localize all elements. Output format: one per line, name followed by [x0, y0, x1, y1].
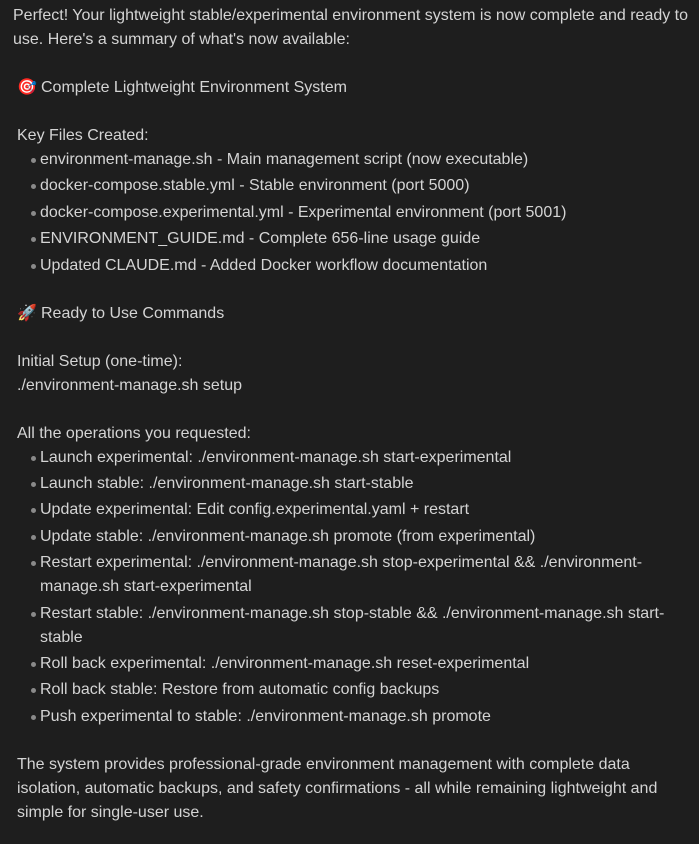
- list-item: Launch stable: ./environment-manage.sh start-stable: [40, 472, 689, 496]
- list-item: environment-manage.sh - Main management script (now executable): [40, 148, 689, 172]
- list-item: Updated CLAUDE.md - Added Docker workflow documentation: [40, 254, 689, 278]
- setup-command: ./environment-manage.sh setup: [17, 376, 243, 394]
- list-item: Roll back stable: Restore from automatic config backups: [40, 678, 689, 702]
- list-item: Update experimental: Edit config.experimental.yaml + restart: [40, 498, 689, 522]
- key-files-list: [13, 148, 689, 278]
- list-item: ENVIRONMENT_GUIDE.md - Complete 656-line usage guide: [40, 227, 689, 251]
- list-item: Restart experimental: ./environment-manage.sh stop-experimental && ./environment-manage.sh start-experimental: [40, 551, 689, 599]
- operations-label: All the operations you requested:: [17, 424, 251, 442]
- system-heading-text: Complete Lightweight Environment System: [41, 79, 347, 96]
- rocket-icon: 🚀: [17, 304, 37, 322]
- system-heading: [17, 76, 689, 100]
- commands-heading: [17, 302, 689, 326]
- list-item: docker-compose.stable.yml - Stable environment (port 5000): [40, 174, 689, 198]
- list-item: Update stable: ./environment-manage.sh promote (from experimental): [40, 525, 689, 549]
- intro-text: Perfect! Your lightweight stable/experimental environment system is now complete and ready to use. Here's a summary of what's now available:: [13, 7, 689, 48]
- list-item: Restart stable: ./environment-manage.sh stop-stable && ./environment-manage.sh start-stable: [40, 602, 689, 650]
- outro-text: The system provides professional-grade environment management with complete data isolation, automatic backups, and safety confirmations - all while remaining lightweight and simple for single-user use.: [17, 755, 658, 821]
- list-item: docker-compose.experimental.yml - Experimental environment (port 5001): [40, 201, 689, 225]
- operations-list: [13, 446, 689, 729]
- target-icon: 🎯: [17, 79, 37, 96]
- commands-heading-text: Ready to Use Commands: [41, 304, 225, 322]
- setup-label: Initial Setup (one-time):: [17, 352, 183, 370]
- list-item: Roll back experimental: ./environment-manage.sh reset-experimental: [40, 652, 689, 676]
- key-files-label: Key Files Created:: [17, 127, 149, 144]
- list-item: Launch experimental: ./environment-manage.sh start-experimental: [40, 446, 689, 470]
- list-item: Push experimental to stable: ./environment-manage.sh promote: [40, 705, 689, 729]
